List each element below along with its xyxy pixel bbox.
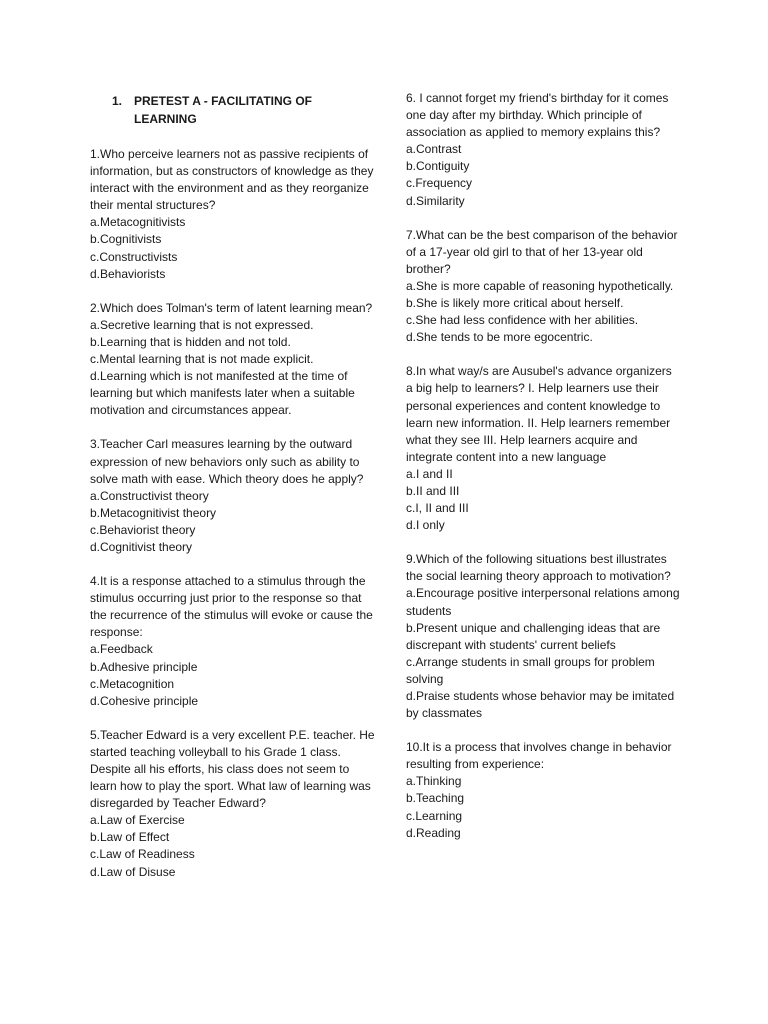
option-a: a.Encourage positive interpersonal relations among students [406,586,680,618]
question-5 [90,727,375,881]
option-d: d.Reading [406,825,461,840]
question-4 [90,573,375,710]
option-d: d.Law of Disuse [90,864,176,879]
question-6 [406,90,681,210]
heading-title: PRETEST A - FACILITATING OF LEARNING [134,94,312,126]
option-d: d.Cognitivist theory [90,539,193,554]
option-list [406,585,681,722]
option-c: c.I, II and III [406,501,469,516]
option-c: c.Arrange students in small groups for problem solving [406,654,655,686]
option-d: d.Cohesive principle [90,693,199,708]
option-c: c.Frequency [406,176,473,191]
option-list [90,317,375,420]
document-heading [90,92,375,128]
option-list [406,773,681,841]
option-b: b.Present unique and challenging ideas that are discrepant with students' current beliefs [406,620,661,652]
right-column [406,90,681,859]
option-d: d.Learning which is not manifested at the time of learning but which manifests later when a suitable motivation and circumstances appear. [90,369,355,418]
option-b: b.Cognitivists [90,232,162,247]
option-a: a.Constructivist theory [90,488,209,503]
option-c: c.Metacognition [90,676,175,691]
question-text: 7.What can be the best comparison of the behavior of a 17-year old girl to that of her 13-year old brother? [406,227,678,276]
option-b: b.Law of Effect [90,830,170,845]
option-b: b.Contiguity [406,159,470,174]
question-7 [406,227,681,347]
option-b: b.II and III [406,483,460,498]
question-text: 5.Teacher Edward is a very excellent P.E. teacher. He started teaching volleyball to his Grade 1 class. Despite all his efforts, his class does not seem to learn how to play the sport. What law of learning was disregarded by Teacher Edward? [90,727,375,811]
question-1 [90,146,375,283]
option-list [90,812,375,880]
option-d: d.I only [406,518,445,533]
question-text: 8.In what way/s are Ausubel's advance organizers a big help to learners? I. Help learners use their personal experiences and content knowledge to learn new information. II. Help learners remember what they see III. Help learners acquire and integrate content into a new language [406,364,672,464]
option-c: c.She had less confidence with her abilities. [406,313,639,328]
question-text: 3.Teacher Carl measures learning by the outward expression of new behaviors only such as ability to solve math with ease. Which theory does he apply? [90,437,364,486]
option-b: b.Metacognitivist theory [90,505,217,520]
option-a: a.Feedback [90,642,153,657]
left-column [90,90,375,898]
option-c: c.Law of Readiness [90,847,195,862]
option-list [406,141,681,209]
question-text: 6. I cannot forget my friend's birthday for it comes one day after my birthday. Which principle of association as applied to memory explains this? [406,91,669,140]
option-a: a.I and II [406,466,453,481]
option-list [90,214,375,282]
question-10 [406,739,681,842]
option-a: a.She is more capable of reasoning hypothetically. [406,278,674,293]
option-c: c.Behaviorist theory [90,522,196,537]
question-text: 9.Which of the following situations best illustrates the social learning theory approach to motivation? [406,552,671,584]
option-list [406,466,681,534]
question-2 [90,300,375,420]
option-b: b.Teaching [406,791,465,806]
option-a: a.Thinking [406,774,462,789]
option-d: d.Behaviorists [90,266,166,281]
option-d: d.Praise students whose behavior may be imitated by classmates [406,689,675,721]
option-list [90,488,375,556]
option-a: a.Contrast [406,142,462,157]
option-b: b.Adhesive principle [90,659,198,674]
question-text: 2.Which does Tolman's term of latent learning mean? [90,300,373,315]
option-d: d.She tends to be more egocentric. [406,330,593,345]
option-b: b.Learning that is hidden and not told. [90,334,291,349]
option-a: a.Law of Exercise [90,813,185,828]
option-list [406,278,681,346]
question-9 [406,551,681,722]
option-c: c.Learning [406,808,463,823]
option-b: b.She is likely more critical about herself. [406,296,624,311]
option-list [90,641,375,709]
option-c: c.Constructivists [90,249,178,264]
question-text: 10.It is a process that involves change in behavior resulting from experience: [406,740,672,772]
option-c: c.Mental learning that is not made explicit. [90,352,314,367]
option-d: d.Similarity [406,193,465,208]
option-a: a.Metacognitivists [90,215,186,230]
question-3 [90,436,375,556]
question-8 [406,363,681,534]
heading-number: 1. [112,94,123,108]
question-text: 1.Who perceive learners not as passive recipients of information, but as constructors of knowledge as they interact with the environment and as they reorganize their mental structures? [90,147,374,213]
option-a: a.Secretive learning that is not expressed. [90,317,314,332]
question-text: 4.It is a response attached to a stimulus through the stimulus occurring just prior to the response so that the recurrence of the stimulus will evoke or cause the response: [90,574,373,640]
